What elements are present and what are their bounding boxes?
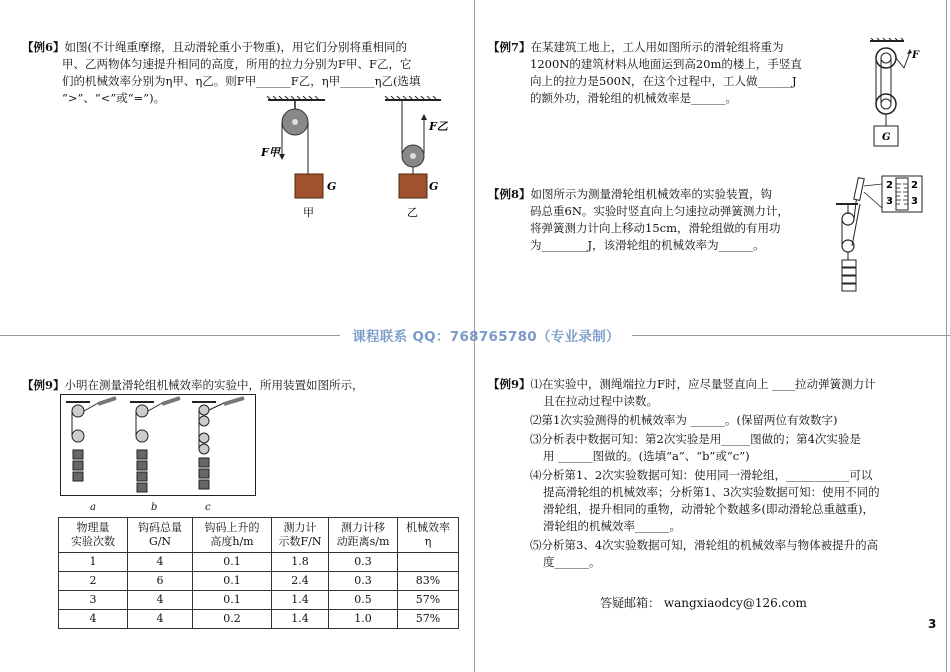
example-9a-intro: 小明在测量滑轮组机械效率的实验中，所用装置如图所示， [64, 378, 364, 392]
table-cell: 0.2 [193, 610, 272, 629]
q2-line: ⑵第1次实验测得的机械效率为 ______。(保留两位有效数字) [530, 413, 838, 427]
table-cell: 6 [128, 572, 193, 591]
table-cell: 4 [128, 610, 193, 629]
q3-line-2: 用 ______图做的。(选填“a”、“b”或“c”) [543, 449, 750, 463]
example-8-text [488, 186, 838, 254]
example-8-line-2: 码总重6N。实验时竖直向上匀速拉动弹簧测力计， [530, 204, 789, 218]
example-9b-text [488, 376, 938, 571]
table-row [59, 553, 459, 572]
caption-right: 乙 [407, 206, 418, 219]
weight-right-label: G [429, 180, 439, 193]
email-contact: 答疑邮箱： wangxiaodcy@126.com [600, 596, 807, 610]
table-cell [398, 553, 459, 572]
table-cell: 3 [59, 591, 128, 610]
example-8-line-1: 如图所示为测量滑轮组机械效率的实验装置，钩 [530, 187, 773, 201]
page-number: 3 [928, 617, 937, 631]
header-weight: 钩码总量 G/N [128, 518, 193, 553]
header-height: 钩码上升的 高度h/m [193, 518, 272, 553]
table-cell: 83% [398, 572, 459, 591]
example-7-line-3: 向上的拉力是500N，在这个过程中，工人做______J [530, 74, 797, 88]
q4-line-2: 提高滑轮组的机械效率；分析第1、3次实验数据可知：使用不同的 [543, 485, 880, 499]
header-force: 测力计 示数F/N [272, 518, 329, 553]
table-row [59, 572, 459, 591]
table-cell: 0.1 [193, 553, 272, 572]
example-6-line-2: 甲、乙两物体匀速提升相同的高度，所用的拉力分别为F甲、F乙，它 [62, 57, 412, 71]
example-8-line-3: 将弹簧测力计向上移动15cm，滑轮组做的有用功 [530, 221, 781, 235]
example-6-line-1: 如图(不计绳重摩擦，且动滑轮重小于物重)，用它们分别将重相同的 [64, 40, 407, 54]
divider-horizontal-left [0, 335, 340, 336]
table-cell: 0.3 [329, 572, 398, 591]
table-cell: 0.1 [193, 572, 272, 591]
example-7-tag: 【例7】 [488, 40, 531, 54]
q4-line-3: 滑轮组，提升相同的重物，动滑轮个数越多(即动滑轮总重越重)， [543, 502, 874, 516]
example-6-pulley-figure [255, 96, 455, 221]
header-distance: 测力计移 动距离s/m [329, 518, 398, 553]
force-left-label: F甲 [261, 146, 280, 159]
page-border-right [946, 0, 947, 672]
table-cell: 1.8 [272, 553, 329, 572]
table-cell: 2 [59, 572, 128, 591]
table-row [59, 610, 459, 629]
example-8-tag: 【例8】 [488, 187, 531, 201]
experiment-data-table [58, 517, 459, 629]
q1-line-2: 且在拉动过程中读数。 [543, 394, 658, 408]
contact-banner: 课程联系 QQ：768765780（专业录制） [352, 329, 620, 345]
example-8-line-4: 为________J，该滑轮组的机械效率为______。 [530, 238, 765, 252]
scale-right-3: 3 [911, 196, 918, 207]
q4-line-4: 滑轮组的机械效率______。 [543, 519, 681, 533]
fig-label-c: c [205, 502, 211, 513]
scale-left-3: 3 [886, 196, 893, 207]
table-cell: 1.4 [272, 591, 329, 610]
table-cell: 4 [128, 591, 193, 610]
table-cell: 57% [398, 610, 459, 629]
table-header-row [59, 518, 459, 553]
table-cell: 2.4 [272, 572, 329, 591]
force-label: F [912, 50, 920, 61]
q5-line-1: ⑸分析第3、4次实验数据可知，滑轮组的机械效率与物体被提升的高 [530, 538, 879, 552]
header-efficiency: 机械效率 η [398, 518, 459, 553]
example-6-line-4: “>”、“<”或“=”)。 [62, 91, 166, 105]
example-7-line-4: 的额外功，滑轮组的机械效率是______。 [530, 91, 737, 105]
example-6-line-3: 们的机械效率分别为η甲、η乙。则F甲______F乙，η甲______η乙(选填 [62, 74, 421, 88]
table-cell: 1.4 [272, 610, 329, 629]
q5-line-2: 度______。 [543, 555, 601, 569]
caption-left: 甲 [303, 206, 314, 219]
example-7-pulley-figure [862, 38, 922, 150]
table-cell: 0.3 [329, 553, 398, 572]
force-right-label: F乙 [429, 120, 448, 133]
scale-right-2: 2 [911, 180, 918, 191]
table-cell: 57% [398, 591, 459, 610]
table-cell: 1 [59, 553, 128, 572]
example-9b-tag: 【例9】 [488, 377, 531, 391]
example-7-line-2: 1200N的建筑材料从地面运到高20m的楼上，手竖直 [530, 57, 802, 71]
scale-left-2: 2 [886, 180, 893, 191]
q4-line-1: ⑷分析第1、2次实验数据可知：使用同一滑轮组，___________可以 [530, 468, 873, 482]
example-9-apparatus-figure [60, 394, 256, 496]
example-6-tag: 【例6】 [22, 40, 65, 54]
example-7-line-1: 在某建筑工地上，工人用如图所示的滑轮组将重为 [530, 40, 784, 54]
example-9a-text [22, 377, 462, 394]
fig-label-b: b [151, 502, 158, 513]
table-cell: 4 [128, 553, 193, 572]
header-trial: 物理量 实验次数 [59, 518, 128, 553]
divider-horizontal-right [632, 335, 950, 336]
example-9a-tag: 【例9】 [22, 378, 65, 392]
table-cell: 1.0 [329, 610, 398, 629]
example-7-text [488, 39, 838, 107]
q1-line-1: ⑴在实验中，测绳端拉力F时，应尽量竖直向上 ____拉动弹簧测力计 [530, 377, 876, 391]
table-cell: 0.5 [329, 591, 398, 610]
table-cell: 4 [59, 610, 128, 629]
weight-left-label: G [327, 180, 337, 193]
q3-line-1: ⑶分析表中数据可知：第2次实验是用_____图做的；第4次实验是 [530, 432, 861, 446]
table-cell: 0.1 [193, 591, 272, 610]
example-8-apparatus-figure [830, 174, 925, 294]
weight-label: G [882, 132, 891, 143]
table-row [59, 591, 459, 610]
fig-label-a: a [90, 502, 96, 513]
